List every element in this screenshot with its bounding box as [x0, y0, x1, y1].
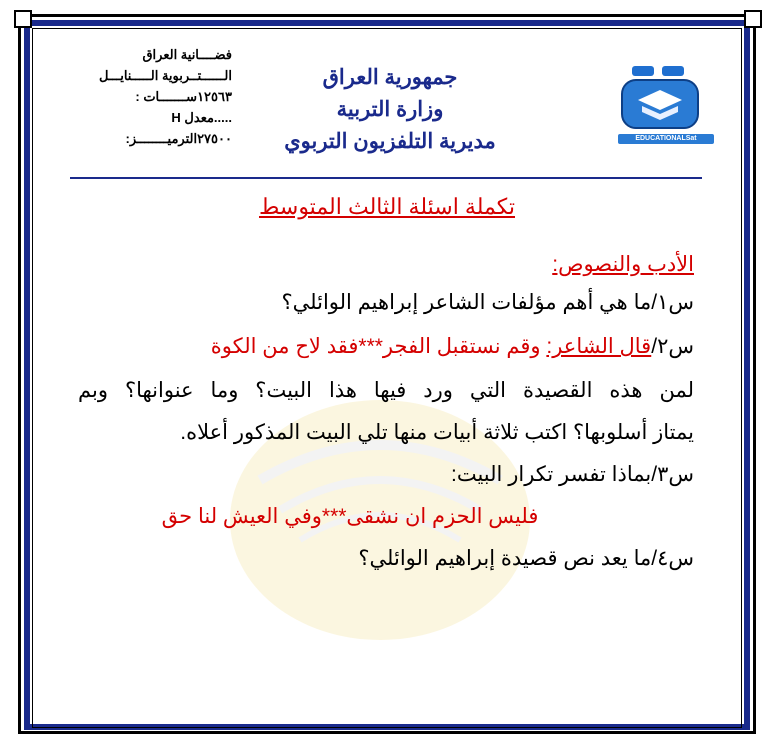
corner-ornament-top-right — [744, 10, 762, 28]
header-directorate: مديرية التلفزيون التربوي — [284, 130, 496, 153]
question-1: س١/ما هي أهم مؤلفات الشاعر إبراهيم الوائلي؟ — [281, 291, 694, 314]
header-divider — [70, 177, 702, 179]
question-2 — [78, 334, 694, 359]
question-2-prefix: س٢/ — [651, 335, 694, 358]
question-2-verse: وقم نستقبل الفجر***فقد لاح من الكوة — [210, 335, 547, 358]
header-left-line-2: الــــــتــربوية الـــــنايـــل — [98, 68, 232, 83]
educational-tv-logo-icon — [618, 64, 710, 142]
header-left-line-5: ٢٧٥٠٠الترميــــــــز: — [125, 131, 232, 146]
question-2-label: قال الشاعر: — [546, 335, 652, 358]
header-left-line-3: ١٢٥٦٣ســـــــات : — [135, 89, 232, 104]
question-2-line-3: يمتاز أسلوبها؟ اكتب ثلاثة أبيات منها تلي البيت المذكور أعلاه. — [180, 421, 694, 444]
header-left-line-4: .....معدل H — [171, 110, 232, 125]
corner-ornament-top-left — [14, 10, 32, 28]
question-3: س٣/بماذا تفسر تكرار البيت: — [451, 463, 694, 486]
logo-caption: EDUCATIONALSat — [618, 134, 714, 144]
question-3-verse: فليس الحزم ان نشقى***وفي العيش لنا حق — [161, 505, 539, 528]
question-4: س٤/ما يعد نص قصيدة إبراهيم الوائلي؟ — [358, 547, 694, 570]
header-country: جمهورية العراق — [322, 66, 458, 89]
question-2-line-2: لمن هذه القصيدة التي ورد فيها هذا البيت؟ وما عنوانها؟ وبم — [78, 379, 694, 402]
section-heading: الأدب والنصوص: — [552, 253, 694, 276]
header-school-info — [52, 44, 232, 149]
page-title: تكملة اسئلة الثالث المتوسط — [259, 194, 515, 219]
header-ministry — [250, 62, 530, 158]
header-ministry-name: وزارة التربية — [336, 98, 444, 121]
header-left-line-1: فضــــانية العراق — [142, 47, 232, 62]
